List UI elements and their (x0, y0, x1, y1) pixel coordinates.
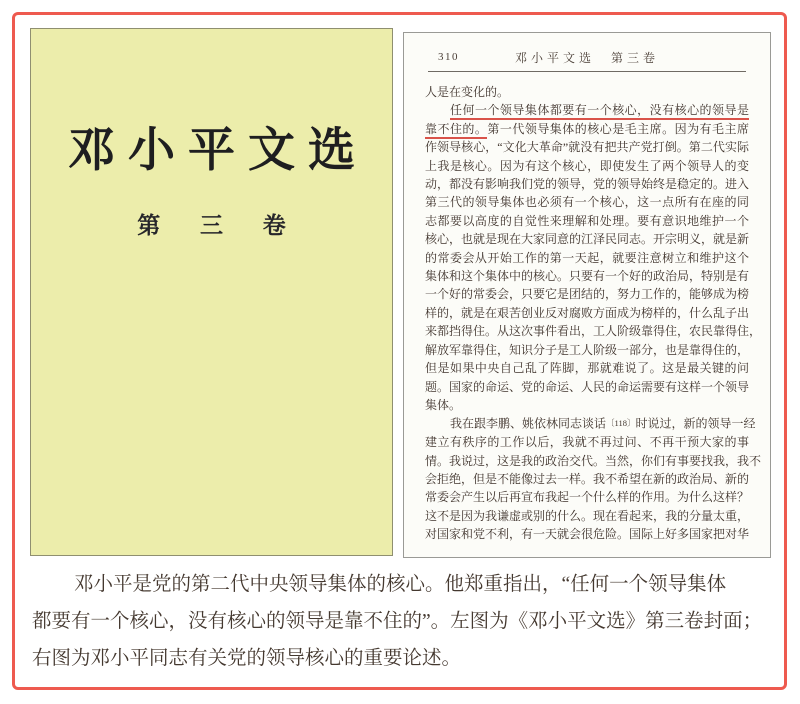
body-line (425, 452, 762, 470)
body-line (425, 488, 749, 506)
body-line (425, 212, 749, 230)
body-text: 解放军靠得住，知识分子是工人阶级一部分，也是靠得住的， (425, 342, 750, 357)
body-text: 这不是因为我谦虚或别的什么。现在看起来，我的分量太重， (425, 508, 750, 523)
page-number: 310 (438, 51, 459, 63)
cover-title: 邓小平文选 (68, 125, 368, 177)
book-page (403, 32, 771, 558)
body-line (425, 230, 749, 248)
body-line (425, 304, 749, 322)
body-text: 第一代领导集体的核心是毛主席。因为有毛主席 (487, 121, 749, 136)
body-line (425, 157, 749, 175)
footnote-marker: 〔118〕 (606, 418, 636, 429)
body-text: 但是如果中央自己乱了阵脚，那就难说了。这是最关键的问 (425, 361, 749, 376)
body-line (425, 249, 749, 267)
body-text: 我在跟李鹏、姚依林同志谈话 (450, 416, 607, 431)
body-line (425, 101, 749, 119)
body-line (425, 525, 749, 543)
page-body (425, 83, 762, 544)
body-text: 集体。 (425, 397, 462, 412)
body-text: 建立有秩序的工作以后，我就不再过问、不再干预大家的事 (425, 435, 749, 450)
cover-volume: 第 三 卷 (137, 213, 303, 238)
body-text: 对国家和党不利，有一天就会很危险。国际上好多国家把对华 (425, 527, 750, 542)
caption-line: 邓小平是党的第二代中央领导集体的核心。他郑重指出，“任何一个领导集体 (74, 574, 727, 595)
red-underline: 靠不住的。 (425, 122, 487, 139)
body-line (425, 359, 749, 377)
body-line (425, 341, 749, 359)
body-line (425, 267, 749, 285)
body-text: 一个好的常委会，只要它是团结的，努力工作的，能够成为榜 (425, 287, 750, 302)
body-line (425, 138, 749, 156)
page-header (425, 49, 749, 64)
body-text: 动，都没有影响我们党的领导，党的领导始终是稳定的。进入 (425, 177, 750, 192)
body-line (425, 175, 749, 193)
body-line (425, 470, 749, 488)
body-text: 题。国家的命运、党的命运、人民的命运需要有这样一个领导 (425, 379, 750, 394)
body-line (425, 507, 749, 525)
body-line (425, 285, 749, 303)
body-line (425, 378, 749, 396)
body-text: 情。我说过，这是我的政治交代。当然，你们有事要找我，我不 (425, 453, 762, 468)
body-text: 来都挡得住。从这次事件看出，工人阶级靠得住，农民靠得住， (425, 324, 762, 339)
caption-line: 右图为邓小平同志有关党的领导核心的重要论述。 (32, 648, 462, 669)
body-text: 作领导核心，“文化大革命”就没有把共产党打倒。第二代实际 (425, 140, 749, 155)
body-line (425, 322, 762, 340)
body-line (425, 193, 749, 211)
body-text: 的常委会从开始工作的第一天起，就要注意树立和维护这个 (425, 250, 749, 265)
body-text: 第三代的领导集体也必须有一个核心，这一点所有在座的同 (425, 195, 749, 210)
body-text: 会拒绝，但是不能像过去一样。我不希望在新的政治局、新的 (425, 472, 750, 487)
body-line (425, 433, 749, 451)
body-line (425, 414, 756, 433)
body-text: 集体和这个集体中的核心。只要有一个好的政治局，特别是有 (425, 269, 750, 284)
body-line (425, 396, 749, 414)
body-text: 样的，就是在艰苦创业反对腐败方面成为榜样的，什么乱子出 (425, 305, 750, 320)
body-text: 志都要以高度的自觉性来理解和处理。要有意识地维护一个 (425, 213, 749, 228)
book-cover (30, 28, 393, 556)
figure-caption (32, 566, 780, 677)
body-text: 上我是核心。因为有这个核心，即使发生了两个领导人的变 (425, 158, 749, 173)
page-header-title: 邓小平文选 第三卷 (514, 51, 659, 65)
body-line (425, 120, 749, 138)
body-text: 常委会产生以后再宣布我起一个什么样的作用。为什么这样？ (425, 490, 750, 505)
body-text: 人是在变化的。 (425, 85, 510, 99)
body-line (425, 83, 749, 101)
body-text: 时说过，新的领导一经 (635, 416, 756, 431)
red-underline: 任何一个领导集体都要有一个核心，没有核心的领导是 (450, 103, 749, 120)
caption-line: 都要有一个核心，没有核心的领导是靠不住的”。左图为《邓小平文选》第三卷封面； (32, 611, 763, 632)
header-rule (428, 71, 746, 72)
body-text: 核心，也就是现在大家同意的江泽民同志。开宗明义，就是新 (425, 232, 750, 247)
